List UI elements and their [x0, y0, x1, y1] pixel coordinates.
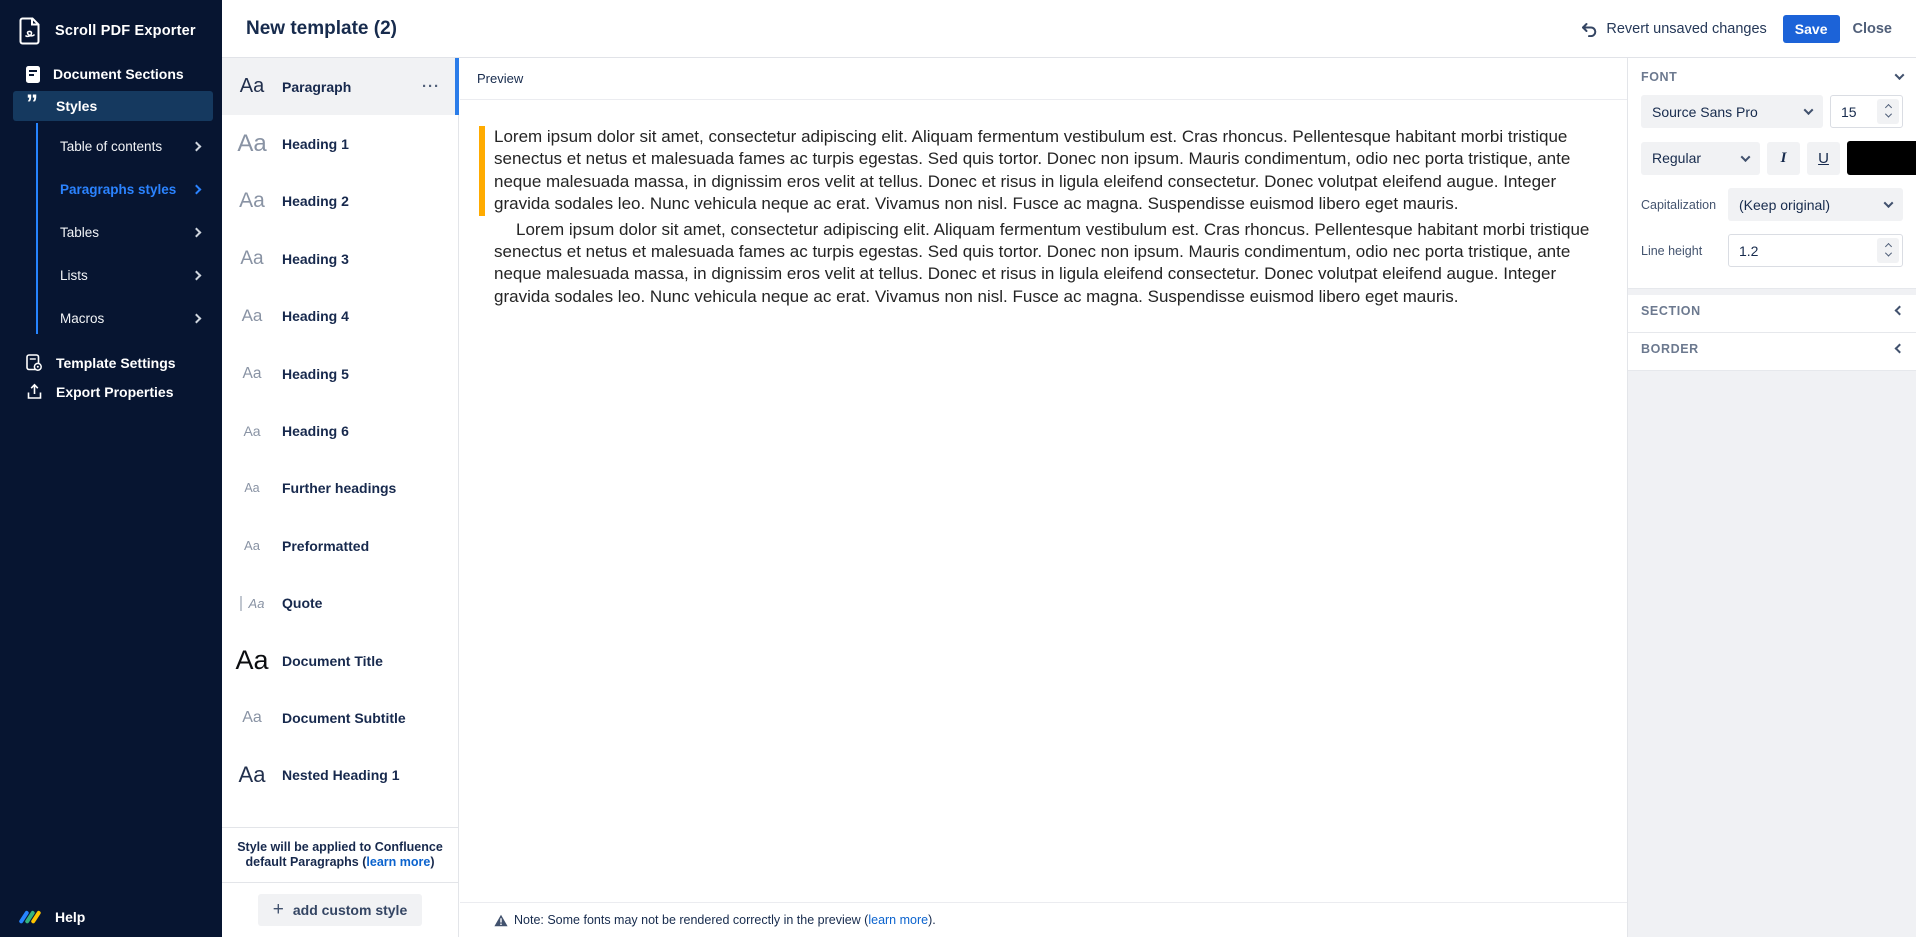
undo-icon	[1579, 21, 1598, 37]
style-item-label: Preformatted	[282, 537, 370, 554]
font-family-value: Source Sans Pro	[1652, 103, 1758, 120]
add-custom-style-button[interactable]	[258, 894, 422, 926]
subitem-label: Tables	[60, 225, 100, 240]
style-item-label: Document Title	[282, 652, 383, 669]
style-item-quote[interactable]	[222, 575, 458, 632]
style-item-label: Quote	[282, 595, 323, 612]
chevron-right-icon	[192, 314, 202, 324]
style-sample-aa: Aa	[242, 708, 262, 726]
font-size-stepper[interactable]	[1877, 99, 1899, 124]
preview-pane	[460, 58, 1627, 937]
style-sample-aa: Aa	[244, 481, 260, 496]
chevron-down-icon	[1741, 152, 1751, 162]
style-item-label: Heading 2	[282, 193, 349, 210]
font-weight-value: Regular	[1652, 150, 1702, 166]
app-logo-row	[0, 0, 222, 59]
document-sections-icon	[26, 66, 40, 83]
section-section	[1628, 295, 1916, 333]
template-settings-icon	[26, 354, 43, 372]
chevron-left-icon	[1895, 344, 1905, 354]
style-sample-aa: Aa	[243, 423, 261, 440]
section-section-title: SECTION	[1641, 303, 1701, 318]
style-item-preformatted[interactable]	[222, 517, 458, 574]
preview-paragraph-highlighted: Lorem ipsum dolor sit amet, consectetur adipiscing elit. Aliquam fermentum vestibulum est. Cras rhoncus. Pellentesque habitant morbi tristique senectus et netus et malesuada fames ac turpis egestas. Sed quis tortor. Donec non ipsum. Mauris condimentum, odio nec porta tristique, ante neque malesuada massa, in dignissim eros velit at tellus. Donec et risus in ligula eleifend consectetur. Donec volutpat eleifend augue. Integer gravida sodales leo. Nunc vehicula neque ac erat. Vivamus non nisl. Fusce ac magna. Suspendisse euismod libero eget mauris.	[479, 126, 1612, 216]
page-title: New template (2)	[246, 17, 397, 39]
style-sample-aa: Aa	[241, 306, 263, 326]
capitalization-select[interactable]	[1728, 188, 1903, 221]
style-item-label: Document Subtitle	[282, 709, 406, 726]
subitem-label: Paragraphs styles	[60, 182, 177, 197]
style-sample-aa: Aa	[239, 189, 265, 213]
style-apply-note	[222, 827, 458, 882]
italic-toggle-button[interactable]: I	[1767, 142, 1800, 175]
style-item-heading-1[interactable]	[222, 115, 458, 172]
line-height-label: Line height	[1641, 243, 1703, 258]
style-item-heading-6[interactable]	[222, 402, 458, 459]
border-section-header[interactable]	[1641, 333, 1903, 364]
line-height-stepper[interactable]	[1877, 238, 1899, 263]
sidebar-subitem-table-of-contents[interactable]	[0, 125, 222, 168]
style-item-label: Heading 6	[282, 423, 349, 440]
line-height-field	[1728, 234, 1903, 267]
plus-icon: +	[272, 899, 284, 920]
style-item-label: Heading 5	[282, 365, 349, 382]
help-button[interactable]	[20, 908, 85, 926]
style-sample-aa: Aa	[238, 762, 266, 788]
styles-subnav	[0, 121, 222, 340]
style-apply-note-line2: default Paragraphs (learn more)	[245, 855, 435, 869]
underline-toggle-button[interactable]: U	[1807, 142, 1840, 175]
font-size-field	[1830, 95, 1903, 128]
sidebar-subitem-tables[interactable]	[0, 211, 222, 254]
style-item-label: Paragraph	[282, 78, 352, 95]
quotes-icon: ”	[26, 90, 36, 117]
chevron-down-icon	[1895, 70, 1905, 80]
selected-indicator	[455, 58, 459, 115]
chevron-down-icon	[1804, 105, 1814, 115]
stepper-down-icon	[1884, 111, 1891, 118]
sidebar	[0, 0, 222, 937]
subitem-label: Lists	[60, 268, 88, 283]
style-sample-aa: Aa	[222, 596, 282, 611]
font-section-header[interactable]	[1641, 58, 1903, 95]
font-family-select[interactable]	[1641, 95, 1823, 128]
preview-body	[460, 100, 1627, 308]
sidebar-subitem-macros[interactable]	[0, 297, 222, 340]
subitem-label: Macros	[60, 311, 105, 326]
sidebar-item-label: Styles	[56, 98, 98, 114]
revert-unsaved-changes-button[interactable]	[1579, 21, 1766, 37]
add-custom-style-label: add custom style	[292, 902, 408, 918]
pdf-exporter-logo-icon	[18, 17, 42, 45]
font-section	[1628, 58, 1916, 289]
style-item-document-subtitle[interactable]	[222, 689, 458, 746]
border-section	[1628, 333, 1916, 371]
style-item-nested-heading-1[interactable]	[222, 747, 458, 804]
help-label: Help	[55, 909, 86, 925]
sidebar-item-label: Export Properties	[56, 383, 174, 400]
style-sample-aa: Aa	[235, 645, 269, 676]
top-bar	[222, 0, 1916, 58]
k15t-logo-icon	[20, 908, 42, 926]
sidebar-item-export-properties[interactable]	[0, 377, 222, 406]
preview-note-bar	[460, 902, 1627, 937]
subitem-label: Table of contents	[60, 139, 163, 154]
learn-more-link[interactable]: learn more	[366, 855, 431, 869]
style-sample-aa: Aa	[239, 75, 265, 98]
preview-paragraph: Lorem ipsum dolor sit amet, consectetur adipiscing elit. Aliquam fermentum vestibulum est. Cras rhoncus. Pellentesque habitant morbi tristique senectus et netus et malesuada fames ac turpis egestas. Sed quis tortor. Donec non ipsum. Mauris condimentum, odio nec porta tristique, ante neque malesuada massa, in dignissim eros velit at tellus. Donec et risus in ligula eleifend consectetur. Donec volutpat eleifend augue. Integer gravida sodales leo. Nunc vehicula neque ac erat. Vivamus non nisl. Fusce ac magna. Suspendisse euismod libero eget mauris.	[494, 219, 1590, 306]
sidebar-item-label: Document Sections	[53, 66, 184, 82]
chevron-left-icon	[1895, 306, 1905, 316]
style-item-label: Heading 1	[282, 136, 349, 153]
styles-list-footer	[222, 827, 458, 937]
style-item-heading-3[interactable]	[222, 230, 458, 287]
sidebar-item-styles[interactable]	[13, 91, 213, 121]
style-item-menu-button[interactable]: ···	[422, 78, 440, 96]
sidebar-item-template-settings[interactable]	[0, 348, 222, 377]
chevron-right-icon	[192, 185, 202, 195]
stepper-down-icon	[1884, 250, 1891, 257]
sidebar-subitem-paragraphs-styles[interactable]	[0, 168, 222, 211]
save-button[interactable]: Save	[1783, 15, 1840, 43]
capitalization-value: (Keep original)	[1739, 196, 1831, 213]
style-sample-aa: Aa	[237, 130, 267, 158]
border-section-title: BORDER	[1641, 341, 1699, 356]
export-properties-icon	[26, 383, 43, 401]
style-item-label: Further headings	[282, 480, 397, 497]
close-button[interactable]: Close	[1852, 20, 1892, 37]
app-title: Scroll PDF Exporter	[55, 23, 196, 39]
style-item-further-headings[interactable]	[222, 460, 458, 517]
learn-more-link[interactable]: learn more	[868, 913, 929, 927]
section-section-header[interactable]	[1641, 295, 1903, 326]
chevron-right-icon	[192, 271, 202, 281]
style-item-label: Heading 4	[282, 308, 349, 325]
style-item-heading-4[interactable]	[222, 288, 458, 345]
sidebar-item-document-sections[interactable]	[0, 59, 222, 89]
warning-icon	[494, 914, 508, 927]
chevron-right-icon	[192, 142, 202, 152]
sidebar-item-label: Template Settings	[56, 354, 176, 371]
preview-note-text: Note: Some fonts may not be rendered correctly in the preview (learn more).	[514, 913, 936, 927]
style-item-document-title[interactable]	[222, 632, 458, 689]
sidebar-subitem-lists[interactable]	[0, 254, 222, 297]
styles-list-panel	[222, 58, 459, 937]
capitalization-label: Capitalization	[1641, 197, 1717, 212]
style-sample-aa: Aa	[240, 247, 264, 269]
font-color-swatch[interactable]	[1847, 141, 1916, 175]
font-section-title: FONT	[1641, 69, 1678, 84]
chevron-down-icon	[1884, 198, 1894, 208]
style-apply-note-line1: Style will be applied to Confluence	[237, 840, 443, 854]
preview-title: Preview	[477, 71, 524, 86]
revert-label: Revert unsaved changes	[1606, 20, 1767, 37]
style-properties-panel	[1627, 58, 1916, 937]
style-item-heading-2[interactable]	[222, 173, 458, 230]
style-item-label: Nested Heading 1	[282, 767, 400, 784]
style-sample-aa: Aa	[244, 538, 260, 554]
style-item-heading-5[interactable]	[222, 345, 458, 402]
preview-header	[460, 58, 1627, 100]
style-sample-aa: Aa	[242, 364, 262, 382]
chevron-right-icon	[192, 228, 202, 238]
style-item-label: Heading 3	[282, 250, 349, 267]
font-weight-select[interactable]	[1641, 142, 1760, 175]
style-item-paragraph[interactable]	[222, 58, 458, 115]
